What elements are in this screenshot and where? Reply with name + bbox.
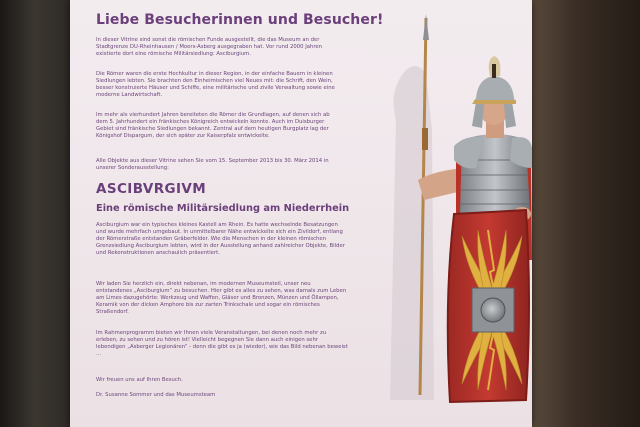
signature-line: Dr. Susanne Sommer und das Museumsteam	[96, 392, 216, 398]
intro-paragraph: Alle Objekte aus dieser Vitrine sehen Sie vom 15. September 2013 bis 30. März 2014 in unserer Sonderausstellung:	[96, 158, 329, 172]
exhibition-title: ASCIBVRGIVM	[96, 181, 207, 197]
wooden-display-case-frame	[532, 0, 640, 427]
intro-paragraph: Die Römer waren die erste Hochkultur in dieser Region, in der einfache Bauern in kleinen Siedlungen lebten. Sie brachten den Einheimischen viel Neues mit: die Schrift, den Wein, besser konstruierte Häuser und Schiffe, eine militärische und zivile Verwaltung sowie eine moderne Landwirtschaft.	[96, 71, 335, 99]
body-paragraph: Asciburgium war ein typisches kleines Kastell am Rhein. Es hatte wechselnde Besatzungen und wurde mehrfach umgebaut. In unmittelbarer Nähe entwickelte sich ein Zivildorf, entlang der Römerstraße entstanden Gräberfelder. Wie die Menschen in der kleinen römischen Grenzsiedlung Asciburgium lebten, wird in der Ausstellung anhand zahlreicher Objekte, Bilder und Rekonstruktionen anschaulich präsentiert.	[96, 222, 345, 257]
shield-boss	[481, 298, 505, 322]
legionary-helmet	[472, 76, 516, 104]
spear-ferrule	[422, 128, 428, 150]
spear-tip	[423, 14, 429, 40]
closing-line: Wir freuen uns auf Ihren Besuch.	[96, 377, 183, 383]
figure-shadow	[390, 66, 434, 400]
helmet-cheek-guard	[472, 102, 484, 128]
poster-title: Liebe Besucherinnen und Besucher!	[96, 12, 384, 28]
exhibition-subtitle: Eine römische Militärsiedlung am Niederrhein	[96, 203, 350, 214]
museum-poster	[70, 0, 532, 427]
roman-legionary-photo	[326, 0, 532, 427]
intro-paragraph: In dieser Vitrine sind sonst die römischen Funde ausgestellt, die das Museum an der Stadtgrenze DU-Rheinhausen / Moers-Asberg ausgegraben hat. Vor rund 2000 Jahren existierte dort eine römische Militärsiedlung: Asciburgium.	[96, 37, 323, 58]
helmet-brim	[474, 100, 516, 104]
dark-glass-left	[0, 0, 70, 427]
scutum-shield	[448, 210, 529, 402]
body-paragraph: Wir laden Sie herzlich ein, direkt nebenan, im modernen Museumsteil, unser neu entstandenes „Asciburgium“ zu besuchen. Hier gibt es alles zu sehen, was damals zum Leben am Limes dazugehörte: Werkzeug und Waffen, Gläser und Bronzen, Münzen und Öllampen, Keramik von der dicken Amphore bis zur zarten Trinkschale und sogar ein römisches Straßendorf.	[96, 281, 347, 316]
body-paragraph: Im Rahmenprogramm bieten wir Ihnen viele Veranstaltungen, bei denen noch mehr zu erleben, zu sehen und zu hören ist! Vielleicht begegnen Sie dann auch einigen sehr lebendigen „Asberger Legionären“ - denn die gibt es ja (wieder), wie das Bild nebenan beweist ...	[96, 330, 348, 358]
intro-paragraph: Im mehr als vierhundert Jahren bereiteten die Römer die Grundlagen, auf denen sich ab dem 5. Jahrhundert ein fränkisches Königreich entwickeln konnte. Auch im Duisburger Gebiet sind fränkische Siedlungen bekannt. Zentral auf dem heutigen Burgplatz lag der Königshof Dispargum, der sich später zur Kaiserpfalz entwickelte.	[96, 112, 330, 140]
helmet-cheek-guard	[504, 102, 516, 128]
